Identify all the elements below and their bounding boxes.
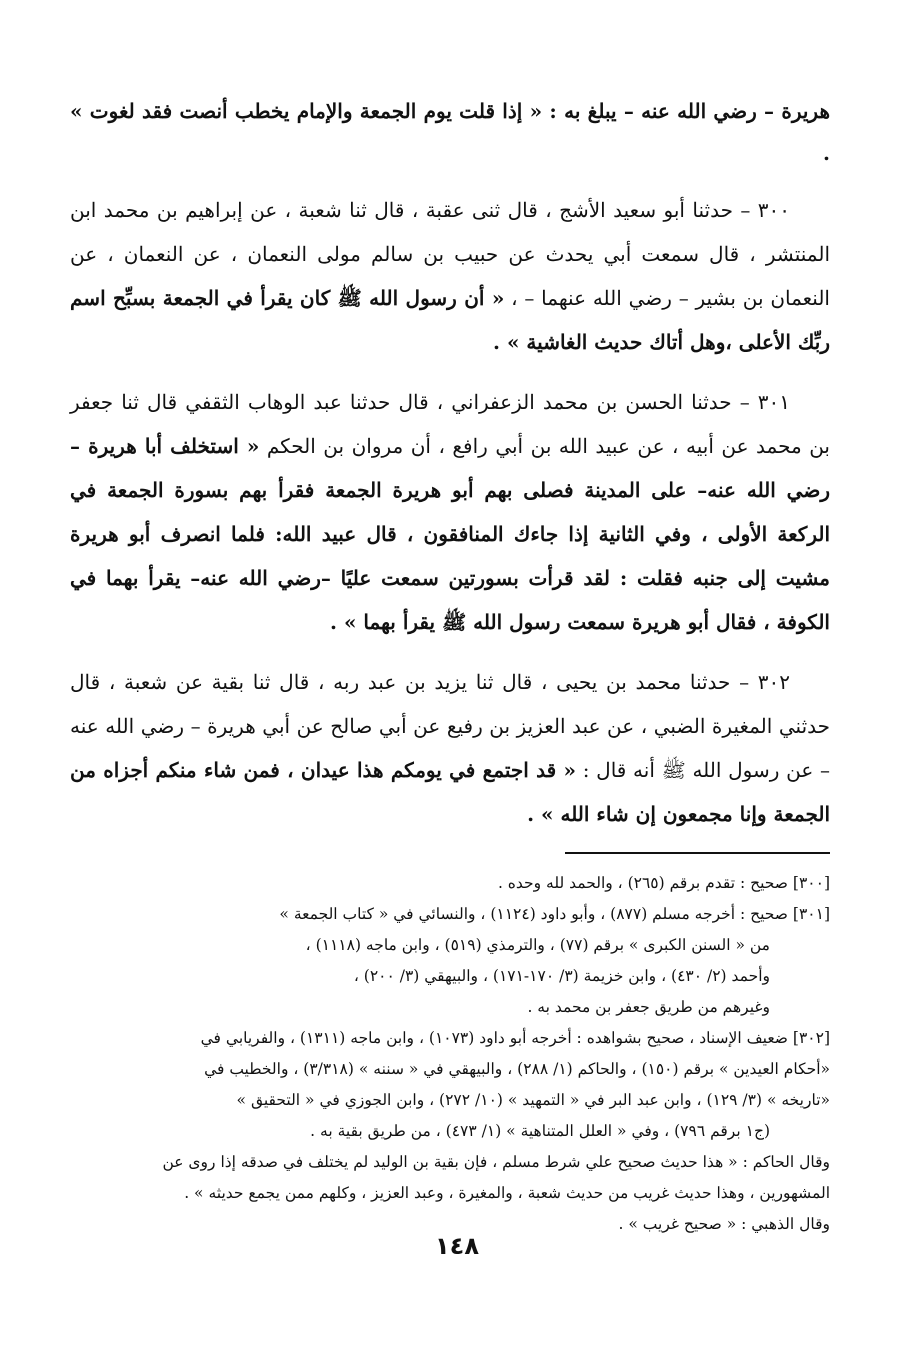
footnote-301 <box>70 899 830 1023</box>
footnote-divider <box>565 852 830 854</box>
footnote-line: وغيرهم من طريق جعفر بن محمد به . <box>527 998 770 1016</box>
page-number: ١٤٨ <box>435 1232 479 1260</box>
footnote-text: ضعيف الإسناد ، صحيح بشواهده : أخرجه أبو داود (١٠٧٣) ، وابن ماجه (١٣١١) ، والفريابي في <box>200 1029 788 1047</box>
hadith-chain: – حدثنا أبو سعيد الأشج ، قال ثنى عقبة ، قال ثنا شعبة ، عن إبراهيم بن محمد ابن المنتشر ، قال سمعت أبي يحدث عن حبيب بن سالم مولى النعمان ، عن النعمان ، عن النعمان بن بشير – رضي الله عنهما – ، <box>70 198 830 310</box>
footnote-line <box>70 899 830 930</box>
intro-text <box>70 90 830 174</box>
commentary-line: المشهورين ، وهذا حديث غريب من حديث شعبة ، والمغيرة ، وعبد العزيز ، وكلهم ممن يجمع حديثه » . <box>184 1184 830 1202</box>
commentary-line: وقال الحاكم : « هذا حديث صحيح علي شرط مسلم ، فإن بقية بن الوليد لم يختلف في صدقه إذا روى عن <box>162 1153 830 1171</box>
hadith-302 <box>70 660 830 836</box>
footnotes <box>70 868 830 1240</box>
footnote-text: صحيح : أخرجه مسلم (٨٧٧) ، وأبو داود (١١٢٤) ، والنسائي في « كتاب الجمعة » <box>279 905 788 923</box>
footnote-line: (ج١ برقم ٧٩٦) ، وفي « العلل المتناهية » (١/ ٤٧٣) ، من طريق بقية به . <box>310 1122 770 1140</box>
footnote-302 <box>70 1023 830 1147</box>
hadith-matn: « أن رسول الله ﷺ كان يقرأ في الجمعة بسبِّح اسم ربِّك الأعلى ،وهل أتاك حديث الغاشية » . <box>70 286 830 354</box>
footnote-line <box>70 868 830 899</box>
footnote-text: صحيح : تقدم برقم (٢٦٥) ، والحمد لله وحده . <box>497 874 788 892</box>
footnote-300 <box>70 868 830 899</box>
footnote-line: «تاريخه » (٣/ ١٢٩) ، وابن عبد البر في « التمهيد » (١٠/ ٢٧٢) ، وابن الجوزي في « التحقيق » <box>236 1091 830 1109</box>
commentary-line: وقال الذهبي : « صحيح غريب » . <box>618 1215 830 1233</box>
hadith-chain: – حدثنا محمد بن يحيى ، قال ثنا يزيد بن عبد ربه ، قال ثنا بقية عن شعبة ، قال حدثني المغيرة الضبي ، عن عبد العزيز بن رفيع عن أبي صالح عن أبي هريرة – رضي الله عنه – عن رسول الله ﷺ أنه قال : <box>70 670 830 782</box>
page-body <box>70 90 830 1240</box>
hadith-number: ٣٠١ <box>757 390 791 414</box>
hadith-301 <box>70 380 830 644</box>
hadith-300 <box>70 188 830 364</box>
footnote-line: وأحمد (٢/ ٤٣٠) ، وابن خزيمة (٣/ ١٧٠-١٧١) ، والبيهقي (٣/ ٢٠٠) ، <box>353 967 770 985</box>
footnote-tag: [٣٠٢] <box>792 1029 830 1047</box>
footnote-tag: [٣٠١] <box>792 905 830 923</box>
commentary <box>70 1147 830 1240</box>
footnote-line: «أحكام العيدين » برقم (١٥٠) ، والحاكم (١/ ٢٨٨) ، والبيهقي في « سننه » (٣/٣١٨) ، والخطيب في <box>204 1060 830 1078</box>
intro-line: هريرة – رضي الله عنه – يبلغ به : « إذا قلت يوم الجمعة والإمام يخطب أنصت فقد لغوت » . <box>70 99 830 165</box>
footnote-line <box>70 1023 830 1054</box>
hadith-number: ٣٠٢ <box>757 670 791 694</box>
hadith-number: ٣٠٠ <box>757 198 791 222</box>
footnote-line: من « السنن الكبرى » برقم (٧٧) ، والترمذي (٥١٩) ، وابن ماجه (١١١٨) ، <box>305 936 770 954</box>
hadith-matn: « قد اجتمع في يومكم هذا عيدان ، فمن شاء منكم أجزاه من الجمعة وإنا مجمعون إن شاء الله » . <box>70 758 830 826</box>
hadith-chain: – حدثنا الحسن بن محمد الزعفراني ، قال حدثنا عبد الوهاب الثقفي قال ثنا جعفر بن محمد عن أبيه ، عن عبيد الله بن أبي رافع ، أن مروان بن الحكم <box>70 390 830 458</box>
hadith-matn: « استخلف أبا هريرة – رضي الله عنه– على المدينة فصلى بهم أبو هريرة الجمعة فقرأ بهم بسورة الجمعة في الركعة الأولى ، وفي الثانية إذا جاءك المنافقون ، قال عبيد الله: فلما انصرف أبو هريرة مشيت إلى جنبه فقلت : لقد قرأت بسورتين سمعت عليًا –رضي الله عنه– يقرأ بهما في الكوفة ، فقال أبو هريرة سمعت رسول الله ﷺ يقرأ بهما » . <box>70 434 830 634</box>
footnote-tag: [٣٠٠] <box>792 874 830 892</box>
